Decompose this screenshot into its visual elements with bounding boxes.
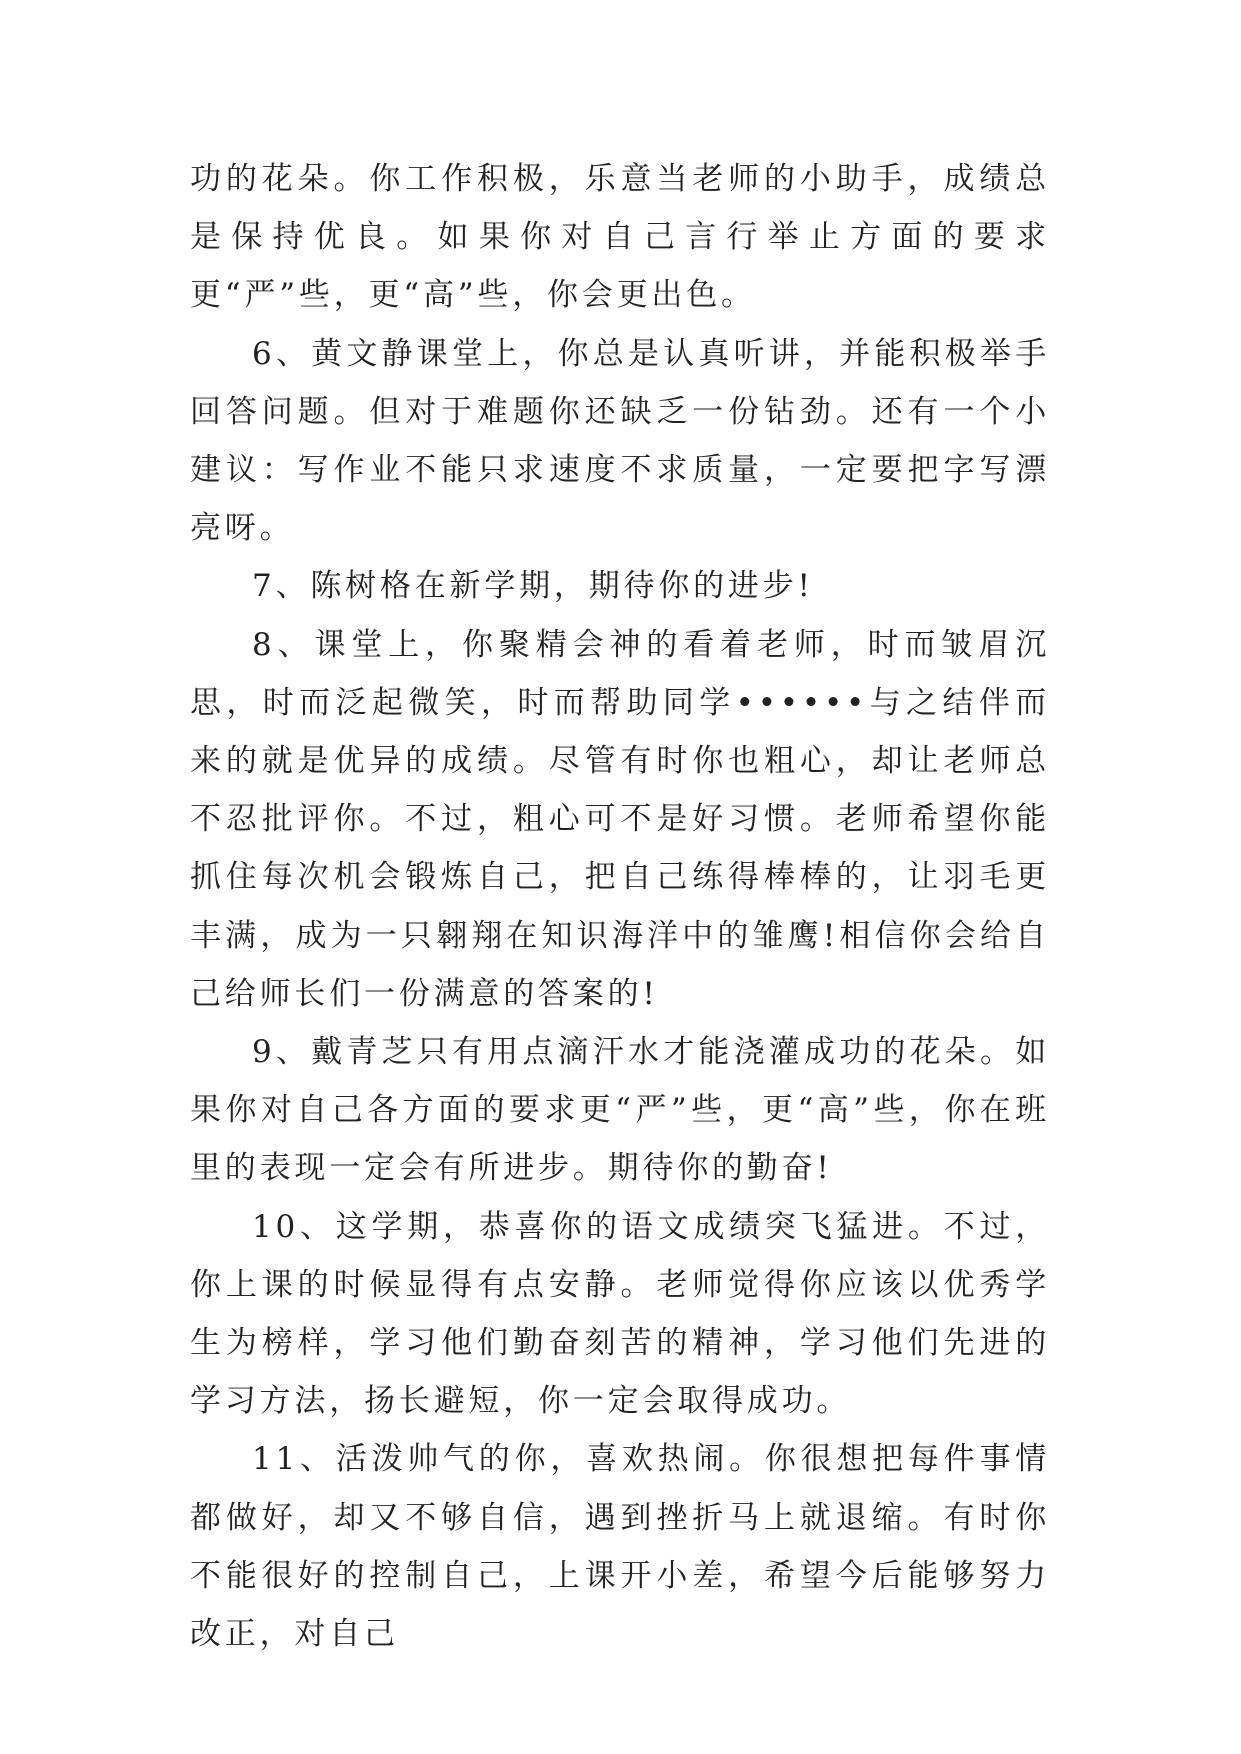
document-body: [190, 150, 1050, 1663]
paragraph-comment-10: 10、这学期，恭喜你的语文成绩突飞猛进。不过，你上课的时候显得有点安静。老师觉得你应该以优秀学生为榜样，学习他们勤奋刻苦的精神，学习他们先进的学习方法，扬长避短，你一定会取得成功。: [190, 1208, 1050, 1420]
paragraph-continuation: 功的花朵。你工作积极，乐意当老师的小助手，成绩总是保持优良。如果你对自己言行举止方面的要求更“严”些，更“高”些，你会更出色。: [190, 161, 1050, 314]
paragraph-comment-11: 11、活泼帅气的你，喜欢热闹。你很想把每件事情都做好，却又不够自信，遇到挫折马上就退缩。有时你不能很好的控制自己，上课开小差，希望今后能够努力改正，对自己: [190, 1441, 1050, 1653]
paragraph-comment-7: 7、陈树格在新学期，期待你的进步!: [252, 568, 814, 605]
paragraph-comment-9: 9、戴青芝只有用点滴汗水才能浇灌成功的花朵。如果你对自己各方面的要求更“严”些，更“高”些，你在班里的表现一定会有所进步。期待你的勤奋!: [190, 1034, 1050, 1187]
paragraph-comment-8: 8、课堂上，你聚精会神的看着老师，时而皱眉沉思，时而泛起微笑，时而帮助同学••••••与之结伴而来的就是优异的成绩。尽管有时你也粗心，却让老师总不忍批评你。不过，粗心可不是好习惯。老师希望你能抓住每次机会锻炼自己，把自己练得棒棒的，让羽毛更丰满，成为一只翱翔在知识海洋中的雏鹰!相信你会给自己给师长们一份满意的答案的!: [190, 626, 1050, 1012]
paragraph-comment-6: 6、黄文静课堂上，你总是认真听讲，并能积极举手回答问题。但对于难题你还缺乏一份钻劲。还有一个小建议：写作业不能只求速度不求质量，一定要把字写漂亮呀。: [190, 335, 1050, 547]
